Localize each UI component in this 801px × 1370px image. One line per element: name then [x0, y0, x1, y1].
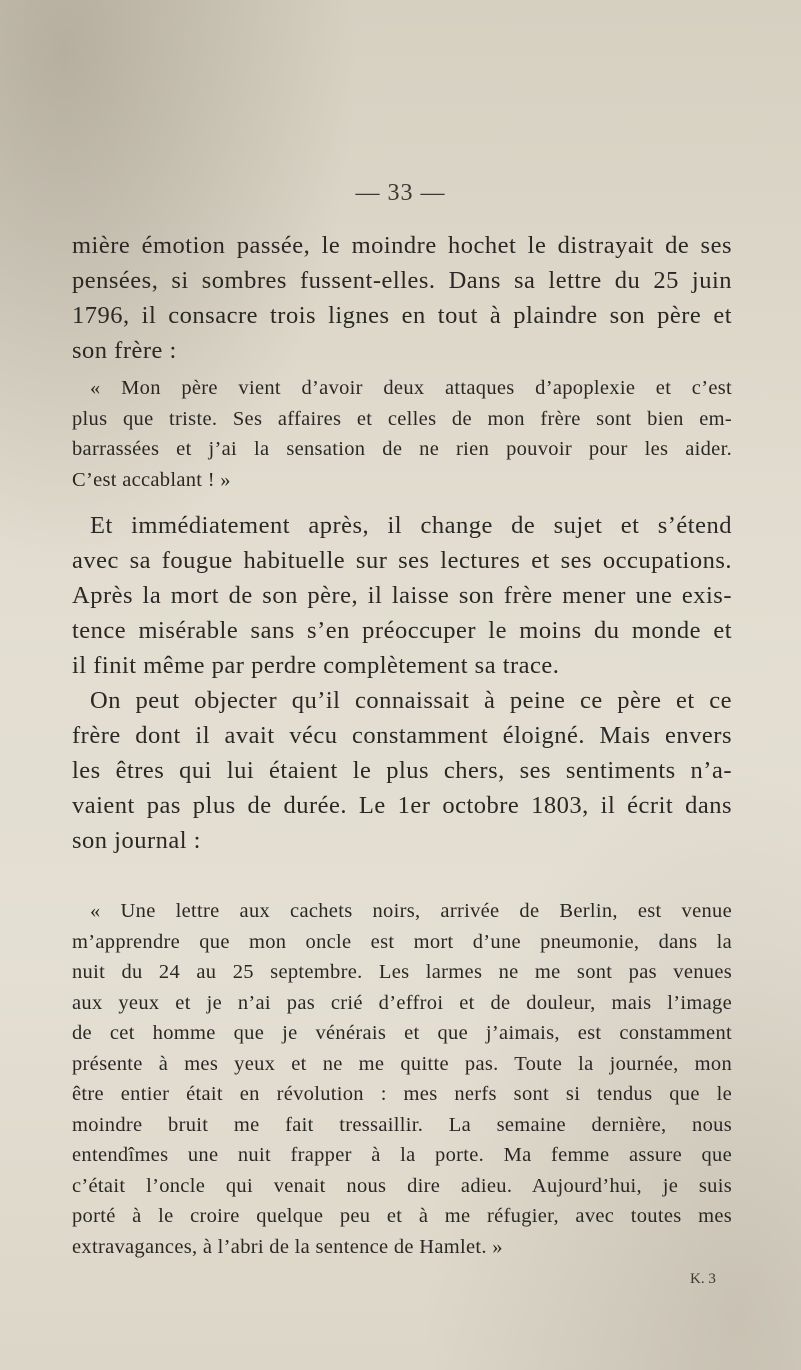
text-line: nuit du 24 au 25 septembre. Les larmes ne me sont pas venues — [72, 961, 732, 983]
signature-mark: K. 3 — [690, 1271, 716, 1287]
text-line: avec sa fougue habituelle sur ses lectures et ses occupations. — [72, 547, 732, 574]
text-line: les êtres qui lui étaient le plus chers, ses sentiments n’a- — [72, 757, 732, 784]
text-line: Et immédiatement après, il change de sujet et s’étend — [90, 512, 732, 539]
text-line: présente à mes yeux et ne me quitte pas. Toute la journée, mon — [72, 1052, 732, 1075]
text-line: 1796, il consacre trois lignes en tout à plaindre son père et — [72, 302, 732, 329]
text-line: tence misérable sans s’en préoccuper le moins du monde et — [72, 617, 732, 644]
paragraph-objection — [72, 683, 732, 858]
page-number: — 33 — — [355, 180, 446, 206]
quotation-father — [72, 373, 732, 495]
text-line: porté à le croire quelque peu et à me réfugier, avec toutes mes — [72, 1205, 732, 1227]
text-line: m’apprendre que mon oncle est mort d’une pneumonie, dans la — [72, 930, 732, 953]
text-line: c’était l’oncle qui venait nous dire adieu. Aujourd’hui, je suis — [72, 1174, 732, 1197]
paragraph-continuation — [72, 228, 732, 368]
text-line: « Une lettre aux cachets noirs, arrivée de Berlin, est venue — [90, 900, 732, 922]
text-line: mière émotion passée, le moindre hochet le distrayait de ses — [72, 232, 732, 259]
text-line: frère dont il avait vécu constamment éloigné. Mais envers — [72, 722, 732, 749]
text-line: plus que triste. Ses affaires et celles de mon frère sont bien em- — [72, 407, 732, 430]
text-line: extravagances, à l’abri de la sentence de Hamlet. » — [72, 1235, 503, 1258]
text-line: « Mon père vient d’avoir deux attaques d’apoplexie et c’est — [90, 377, 732, 399]
text-line: il finit même par perdre complètement sa trace. — [72, 652, 560, 679]
text-line: Après la mort de son père, il laisse son frère mener une exis- — [72, 582, 732, 609]
text-line: On peut objecter qu’il connaissait à peine ce père et ce — [90, 687, 732, 714]
text-line: C’est accablant ! » — [72, 468, 231, 491]
quotation-journal — [72, 896, 732, 1262]
text-line: de cet homme que je vénérais et que j’aimais, est constamment — [72, 1022, 732, 1044]
text-line: barrassées et j’ai la sensation de ne rien pouvoir pour les aider. — [72, 438, 732, 460]
text-line: moindre bruit me fait tressaillir. La semaine dernière, nous — [72, 1113, 732, 1136]
text-line: son journal : — [72, 827, 201, 854]
text-line: être entier était en révolution : mes nerfs sont si tendus que le — [72, 1083, 732, 1105]
text-line: vaient pas plus de durée. Le 1er octobre 1803, il écrit dans — [72, 792, 732, 819]
text-line: pensées, si sombres fussent-elles. Dans sa lettre du 25 juin — [72, 267, 732, 294]
text-line: aux yeux et je n’ai pas crié d’effroi et de douleur, mais l’image — [72, 991, 732, 1014]
paragraph-after-quote — [72, 508, 732, 683]
text-line: entendîmes une nuit frapper à la porte. Ma femme assure que — [72, 1144, 732, 1166]
text-line: son frère : — [72, 337, 177, 364]
